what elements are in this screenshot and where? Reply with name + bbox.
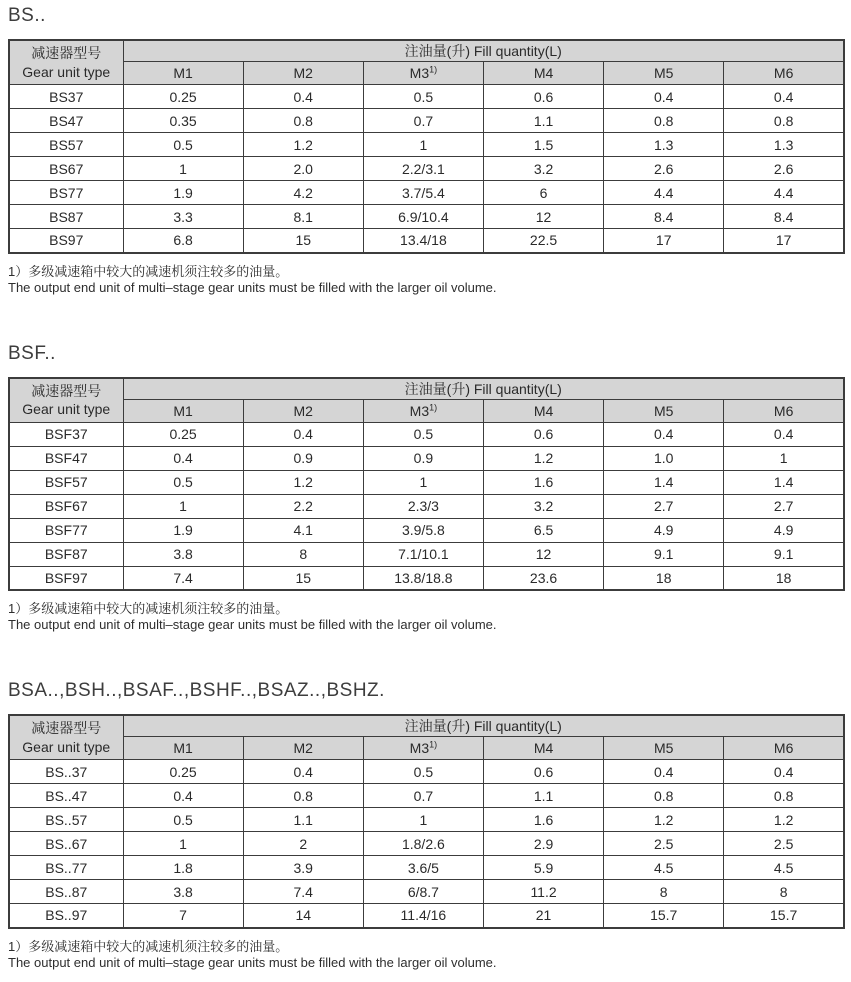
column-label: M4 — [533, 402, 554, 419]
value-cell: 1.6 — [483, 808, 603, 832]
value-cell: 7.4 — [123, 566, 243, 590]
value-cell: 1 — [123, 494, 243, 518]
value-cell: 2.2/3.1 — [363, 157, 483, 181]
table-row — [9, 566, 844, 590]
value-cell: 0.6 — [483, 422, 603, 446]
table-header — [9, 378, 844, 423]
value-cell: 2.6 — [724, 157, 844, 181]
value-cell: 4.5 — [724, 856, 844, 880]
value-cell: 0.35 — [123, 109, 243, 133]
value-cell: 0.4 — [604, 422, 724, 446]
gear-type-cell: BS57 — [9, 133, 123, 157]
value-cell: 21 — [483, 904, 603, 928]
fill-quantity-header: 注油量(升) Fill quantity(L) — [123, 40, 844, 62]
value-cell: 4.9 — [724, 518, 844, 542]
value-cell: 0.8 — [604, 109, 724, 133]
column-label: M3 — [409, 402, 430, 419]
table-header — [9, 715, 844, 760]
value-cell: 3.2 — [483, 157, 603, 181]
value-cell: 17 — [724, 229, 844, 253]
table-row — [9, 760, 844, 784]
value-cell: 9.1 — [604, 542, 724, 566]
section-title: BSA..,BSH..,BSAF..,BSHF..,BSAZ..,BSHZ. — [8, 680, 385, 701]
column-label: M1 — [173, 402, 193, 419]
column-header-m4 — [483, 62, 603, 85]
value-cell: 1.0 — [604, 446, 724, 470]
value-cell: 6/8.7 — [363, 880, 483, 904]
gear-unit-type-label-cn: 减速器型号 — [31, 45, 102, 62]
column-label: M1 — [173, 740, 193, 756]
column-header-m1 — [123, 737, 243, 760]
gear-unit-type-label-en: Gear unit type — [22, 63, 111, 80]
value-cell: 8.4 — [604, 205, 724, 229]
value-cell: 1.1 — [483, 109, 603, 133]
footnote — [8, 601, 845, 633]
table-row — [9, 904, 844, 928]
value-cell: 13.4/18 — [363, 229, 483, 253]
section-title: BS.. — [8, 5, 46, 26]
column-label: M2 — [293, 65, 313, 81]
column-label: M5 — [653, 740, 674, 756]
table-row — [9, 85, 844, 109]
value-cell: 2.0 — [243, 157, 363, 181]
value-cell: 8 — [724, 880, 844, 904]
value-cell: 1 — [123, 157, 243, 181]
column-header-m5 — [604, 62, 724, 85]
value-cell: 15 — [243, 229, 363, 253]
column-header-m6 — [724, 399, 844, 422]
footnote-cn: 1）多级减速箱中较大的减速机须注较多的油量。 — [8, 938, 289, 954]
table-row — [9, 422, 844, 446]
table-body — [9, 422, 844, 590]
fill-quantity-table — [8, 39, 845, 254]
value-cell: 15.7 — [724, 904, 844, 928]
value-cell: 1.2 — [243, 133, 363, 157]
value-cell: 0.4 — [604, 760, 724, 784]
value-cell: 0.4 — [243, 422, 363, 446]
value-cell: 18 — [724, 566, 844, 590]
value-cell: 13.8/18.8 — [363, 566, 483, 590]
value-cell: 0.4 — [724, 760, 844, 784]
value-cell: 4.5 — [604, 856, 724, 880]
table-row — [9, 109, 844, 133]
gear-unit-type-label-cn: 减速器型号 — [31, 720, 102, 737]
value-cell: 0.4 — [724, 85, 844, 109]
column-label: M1 — [173, 65, 193, 81]
value-cell: 4.4 — [724, 181, 844, 205]
value-cell: 3.6/5 — [363, 856, 483, 880]
value-cell: 12 — [483, 205, 603, 229]
fill-quantity-header: 注油量(升) Fill quantity(L) — [123, 378, 844, 400]
column-header-m5 — [604, 399, 724, 422]
table-row — [9, 880, 844, 904]
value-cell: 8.1 — [243, 205, 363, 229]
gear-type-cell: BSF57 — [9, 470, 123, 494]
gear-type-cell: BS67 — [9, 157, 123, 181]
value-cell: 0.6 — [483, 85, 603, 109]
column-header-m2 — [243, 399, 363, 422]
value-cell: 0.8 — [724, 784, 844, 808]
value-cell: 2.7 — [604, 494, 724, 518]
value-cell: 2.5 — [724, 832, 844, 856]
column-label: M3 — [409, 65, 430, 81]
table-row — [9, 832, 844, 856]
value-cell: 0.25 — [123, 85, 243, 109]
footnote-cn: 1）多级减速箱中较大的减速机须注较多的油量。 — [8, 263, 289, 279]
value-cell: 5.9 — [483, 856, 603, 880]
gear-type-cell: BSF67 — [9, 494, 123, 518]
gear-unit-type-header — [9, 40, 123, 85]
gear-unit-type-label-cn: 减速器型号 — [31, 382, 102, 399]
value-cell: 0.4 — [243, 85, 363, 109]
table-body — [9, 760, 844, 928]
value-cell: 1 — [363, 808, 483, 832]
gear-unit-type-label-en: Gear unit type — [22, 401, 111, 417]
value-cell: 0.9 — [243, 446, 363, 470]
column-label: M2 — [293, 402, 313, 419]
value-cell: 0.8 — [243, 784, 363, 808]
value-cell: 0.7 — [363, 109, 483, 133]
value-cell: 2.7 — [724, 494, 844, 518]
table-row — [9, 542, 844, 566]
column-header-m6 — [724, 737, 844, 760]
value-cell: 7 — [123, 904, 243, 928]
value-cell: 0.8 — [604, 784, 724, 808]
value-cell: 0.8 — [724, 109, 844, 133]
value-cell: 1.6 — [483, 470, 603, 494]
gear-type-cell: BS47 — [9, 109, 123, 133]
gear-table-section — [8, 680, 845, 971]
value-cell: 0.5 — [123, 470, 243, 494]
table-header — [9, 40, 844, 85]
value-cell: 2.3/3 — [363, 494, 483, 518]
table-body — [9, 85, 844, 253]
value-cell: 1.4 — [604, 470, 724, 494]
table-row — [9, 470, 844, 494]
footnote-en: The output end unit of multi–stage gear units must be filled with the larger oil volume. — [8, 617, 497, 632]
gear-type-cell: BSF77 — [9, 518, 123, 542]
value-cell: 0.5 — [363, 85, 483, 109]
value-cell: 7.4 — [243, 880, 363, 904]
column-label: M6 — [773, 402, 794, 419]
value-cell: 1.8 — [123, 856, 243, 880]
value-cell: 3.9 — [243, 856, 363, 880]
value-cell: 6.5 — [483, 518, 603, 542]
value-cell: 8.4 — [724, 205, 844, 229]
section-title: BSF.. — [8, 342, 56, 364]
value-cell: 1.2 — [604, 808, 724, 832]
value-cell: 18 — [604, 566, 724, 590]
column-label: M2 — [293, 740, 313, 756]
value-cell: 2.9 — [483, 832, 603, 856]
value-cell: 0.4 — [604, 85, 724, 109]
footnote-en: The output end unit of multi–stage gear units must be filled with the larger oil volume. — [8, 279, 497, 295]
value-cell: 0.9 — [363, 446, 483, 470]
column-header-m4 — [483, 737, 603, 760]
value-cell: 1 — [363, 133, 483, 157]
column-label: M5 — [653, 65, 674, 81]
value-cell: 1.5 — [483, 133, 603, 157]
value-cell: 11.2 — [483, 880, 603, 904]
gear-type-cell: BS..87 — [9, 880, 123, 904]
value-cell: 3.8 — [123, 542, 243, 566]
value-cell: 22.5 — [483, 229, 603, 253]
value-cell: 0.5 — [123, 808, 243, 832]
gear-type-cell: BSF47 — [9, 446, 123, 470]
value-cell: 0.6 — [483, 760, 603, 784]
value-cell: 1 — [363, 470, 483, 494]
column-header-m3 — [363, 737, 483, 760]
fill-quantity-table — [8, 377, 845, 592]
gear-type-cell: BSF97 — [9, 566, 123, 590]
table-row — [9, 856, 844, 880]
fill-quantity-table — [8, 714, 845, 929]
value-cell: 15 — [243, 566, 363, 590]
value-cell: 2 — [243, 832, 363, 856]
column-label: M4 — [533, 740, 554, 756]
value-cell: 1 — [724, 446, 844, 470]
value-cell: 1.9 — [123, 181, 243, 205]
column-label: M5 — [653, 402, 674, 419]
footnote-en: The output end unit of multi–stage gear units must be filled with the larger oil volume. — [8, 954, 497, 970]
table-row — [9, 181, 844, 205]
value-cell: 7.1/10.1 — [363, 542, 483, 566]
table-row — [9, 784, 844, 808]
value-cell: 3.2 — [483, 494, 603, 518]
value-cell: 2.6 — [604, 157, 724, 181]
value-cell: 0.5 — [363, 422, 483, 446]
value-cell: 6 — [483, 181, 603, 205]
gear-unit-type-header — [9, 378, 123, 423]
value-cell: 1.2 — [243, 470, 363, 494]
gear-type-cell: BS..97 — [9, 904, 123, 928]
value-cell: 8 — [604, 880, 724, 904]
gear-type-cell: BS..57 — [9, 808, 123, 832]
column-header-m3 — [363, 399, 483, 422]
gear-type-cell: BS37 — [9, 85, 123, 109]
value-cell: 12 — [483, 542, 603, 566]
gear-type-cell: BS87 — [9, 205, 123, 229]
value-cell: 6.8 — [123, 229, 243, 253]
column-label: M4 — [533, 65, 554, 81]
value-cell: 0.25 — [123, 760, 243, 784]
value-cell: 1.2 — [724, 808, 844, 832]
table-row — [9, 446, 844, 470]
column-header-m5 — [604, 737, 724, 760]
page — [8, 5, 845, 971]
value-cell: 15.7 — [604, 904, 724, 928]
value-cell: 1.1 — [243, 808, 363, 832]
column-header-m2 — [243, 62, 363, 85]
value-cell: 4.1 — [243, 518, 363, 542]
gear-type-cell: BS..67 — [9, 832, 123, 856]
value-cell: 0.8 — [243, 109, 363, 133]
table-row — [9, 494, 844, 518]
column-header-m6 — [724, 62, 844, 85]
value-cell: 0.5 — [123, 133, 243, 157]
footnote-marker: 1) — [429, 64, 438, 75]
value-cell: 11.4/16 — [363, 904, 483, 928]
value-cell: 0.4 — [243, 760, 363, 784]
footnote-marker: 1) — [429, 401, 438, 412]
value-cell: 1 — [123, 832, 243, 856]
value-cell: 1.2 — [483, 446, 603, 470]
gear-unit-type-label-en: Gear unit type — [22, 738, 111, 755]
value-cell: 3.3 — [123, 205, 243, 229]
gear-type-cell: BSF87 — [9, 542, 123, 566]
column-header-m2 — [243, 737, 363, 760]
value-cell: 1.1 — [483, 784, 603, 808]
column-header-m3 — [363, 62, 483, 85]
footnote-cn: 1）多级减速箱中较大的减速机须注较多的油量。 — [8, 601, 289, 616]
column-label: M3 — [409, 740, 430, 756]
value-cell: 4.2 — [243, 181, 363, 205]
gear-type-cell: BS..47 — [9, 784, 123, 808]
value-cell: 1.3 — [724, 133, 844, 157]
footnote-marker: 1) — [429, 739, 438, 750]
footnote — [8, 264, 845, 296]
gear-type-cell: BS..77 — [9, 856, 123, 880]
value-cell: 0.25 — [123, 422, 243, 446]
value-cell: 1.8/2.6 — [363, 832, 483, 856]
value-cell: 2.5 — [604, 832, 724, 856]
value-cell: 8 — [243, 542, 363, 566]
table-row — [9, 229, 844, 253]
footnote — [8, 939, 845, 971]
table-row — [9, 157, 844, 181]
value-cell: 2.2 — [243, 494, 363, 518]
value-cell: 14 — [243, 904, 363, 928]
value-cell: 4.9 — [604, 518, 724, 542]
gear-type-cell: BS97 — [9, 229, 123, 253]
value-cell: 0.4 — [123, 784, 243, 808]
value-cell: 23.6 — [483, 566, 603, 590]
gear-type-cell: BSF37 — [9, 422, 123, 446]
gear-table-section — [8, 5, 845, 296]
value-cell: 3.9/5.8 — [363, 518, 483, 542]
column-label: M6 — [773, 740, 794, 756]
value-cell: 6.9/10.4 — [363, 205, 483, 229]
table-row — [9, 808, 844, 832]
table-row — [9, 133, 844, 157]
gear-type-cell: BS77 — [9, 181, 123, 205]
gear-type-cell: BS..37 — [9, 760, 123, 784]
column-label: M6 — [773, 65, 794, 81]
value-cell: 0.4 — [123, 446, 243, 470]
column-header-m1 — [123, 62, 243, 85]
value-cell: 1.9 — [123, 518, 243, 542]
value-cell: 0.4 — [724, 422, 844, 446]
gear-table-section — [8, 343, 845, 634]
value-cell: 4.4 — [604, 181, 724, 205]
column-header-m4 — [483, 399, 603, 422]
fill-quantity-header: 注油量(升) Fill quantity(L) — [123, 715, 844, 737]
value-cell: 1.4 — [724, 470, 844, 494]
table-row — [9, 205, 844, 229]
value-cell: 3.8 — [123, 880, 243, 904]
table-row — [9, 518, 844, 542]
gear-unit-type-header — [9, 715, 123, 760]
value-cell: 0.5 — [363, 760, 483, 784]
column-header-m1 — [123, 399, 243, 422]
value-cell: 9.1 — [724, 542, 844, 566]
value-cell: 0.7 — [363, 784, 483, 808]
value-cell: 17 — [604, 229, 724, 253]
value-cell: 1.3 — [604, 133, 724, 157]
value-cell: 3.7/5.4 — [363, 181, 483, 205]
